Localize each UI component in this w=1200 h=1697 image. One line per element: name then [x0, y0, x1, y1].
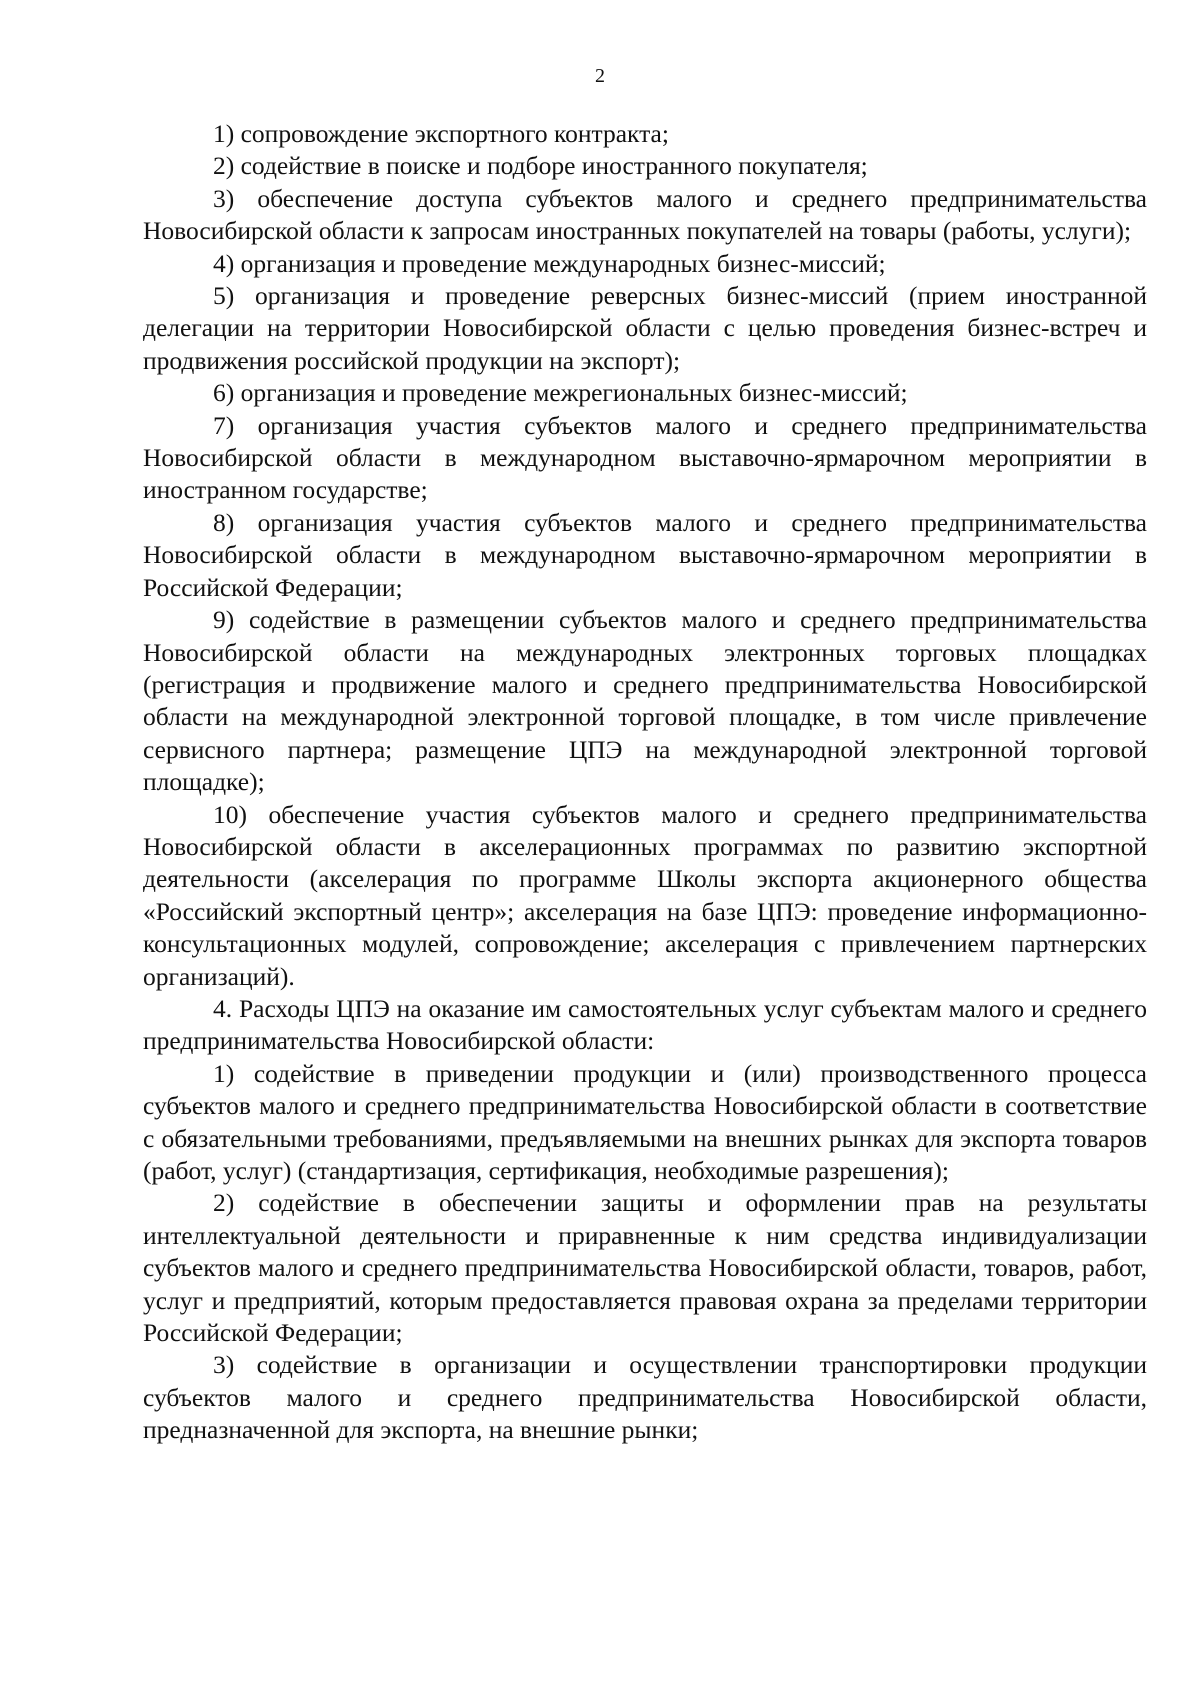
list-item: 3) обеспечение доступа субъектов малого и среднего предпринимательства Новосибирской области к запросам иностранных покупателей на товары (работы, услуги);	[143, 183, 1147, 246]
list-item: 8) организация участия субъектов малого и среднего предпринимательства Новосибирской области в международном выставочно-ярмарочном мероприятии в Российской Федерации;	[143, 507, 1147, 602]
page-number: 2	[595, 65, 605, 87]
list-item: 7) организация участия субъектов малого и среднего предпринимательства Новосибирской области в международном выставочно-ярмарочном мероприятии в иностранном государстве;	[143, 410, 1147, 505]
list-item: 2) содействие в обеспечении защиты и оформлении прав на результаты интеллектуальной деятельности и приравненные к ним средства индивидуализации субъектов малого и среднего предпринимательства Новосибирской области, товаров, работ, услуг и предприятий, которым предоставляется правовая охрана за пределами территории Российской Федерации;	[143, 1188, 1147, 1348]
list-item: 1) содействие в приведении продукции и (или) производственного процесса субъектов малого и среднего предпринимательства Новосибирской области в соответствие с обязательными требованиями, предъявляемыми на внешних рынках для экспорта товаров (работ, услуг) (стандартизация, сертификация, необходимые разрешения);	[143, 1058, 1147, 1185]
section-paragraph: 4. Расходы ЦПЭ на оказание им самостоятельных услуг субъектам малого и среднего предпринимательства Новосибирской области:	[143, 993, 1147, 1056]
list-item: 5) организация и проведение реверсных бизнес-миссий (прием иностранной делегации на территории Новосибирской области с целью проведения бизнес-встреч и продвижения российской продукции на экспорт);	[143, 281, 1147, 375]
document-body	[143, 118, 1147, 1447]
list-item: 4) организация и проведение международных бизнес-миссий;	[213, 248, 886, 278]
list-item: 2) содействие в поиске и подборе иностранного покупателя;	[213, 151, 868, 181]
list-item: 9) содействие в размещении субъектов малого и среднего предпринимательства Новосибирской области на международных электронных торговых площадках (регистрация и продвижение малого и среднего предпринимательства Новосибирской области на международной электронной торговой площадке, в том числе привлечение сервисного партнера; размещение ЦПЭ на международной электронной торговой площадке);	[143, 605, 1147, 797]
list-item: 10) обеспечение участия субъектов малого и среднего предпринимательства Новосибирской области в акселерационных программах по развитию экспортной деятельности (акселерация по программе Школы экспорта акционерного общества «Российский экспортный центр»; акселерация на базе ЦПЭ: проведение информационно-консультационных модулей, сопровождение; акселерация с привлечением партнерских организаций).	[143, 799, 1147, 991]
list-item: 6) организация и проведение межрегиональных бизнес-миссий;	[213, 378, 908, 408]
list-item: 3) содействие в организации и осуществлении транспортировки продукции субъектов малого и среднего предпринимательства Новосибирской области, предназначенной для экспорта, на внешние рынки;	[143, 1350, 1147, 1445]
list-item: 1) сопровождение экспортного контракта;	[213, 119, 669, 148]
